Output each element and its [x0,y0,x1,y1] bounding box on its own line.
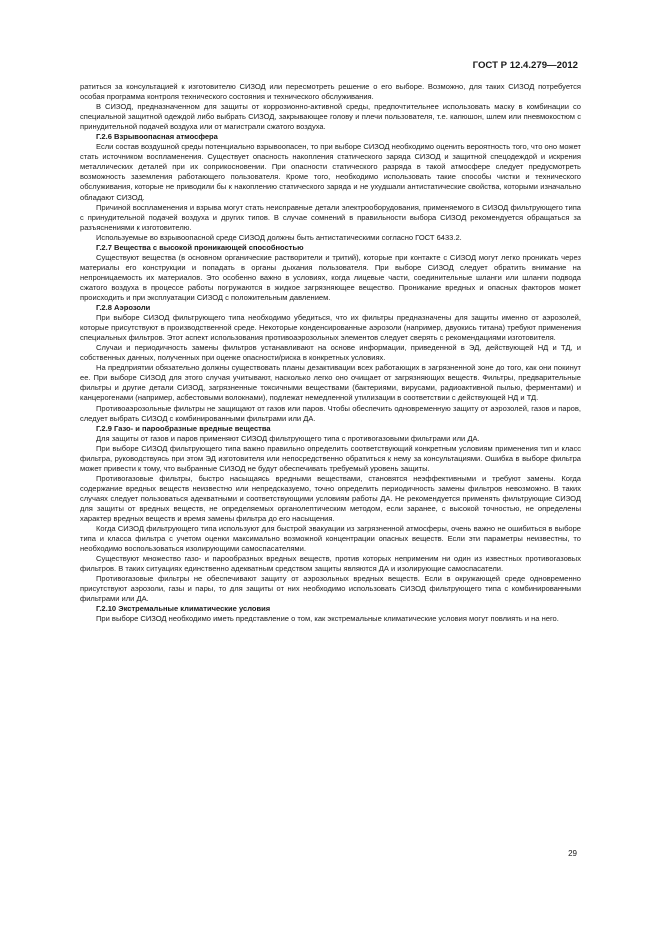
section-heading: Г.2.7 Вещества с высокой проникающей способностью [96,242,304,252]
paragraph: Существуют вещества (в основном органические растворители и тритий), которые при контакте с СИЗОД могут легко проникать через материалы его конструкции и попадать в органы дыхания пользователя. При выборе СИЗОД следует обратить внимание на непроницаемость их материалов. Это особенно важно в условиях, когда лицевые части, соединительные шланги или шланги подвода сжатого воздуха в процессе работы погружаются в жидкое загрязняющее вещество. Проникание вредных и опасных факторов может происходить и при эксплуатации СИЗОД с положительным давлением. [80,252,581,302]
document-body [80,82,581,625]
paragraph: Противогазовые фильтры не обеспечивают защиту от аэрозольных вредных веществ. Если в окружающей среде одновременно присутствуют аэрозоли, газы и пары, то для защиты от них необходимо использовать СИЗОД фильтрующего типа с комбинированными фильтрами или ДА. [80,574,581,604]
paragraph: Для защиты от газов и паров применяют СИЗОД фильтрующего типа с противогазовыми фильтрами или ДА. [96,433,480,443]
section-heading: Г.2.9 Газо- и парообразные вредные вещества [96,423,271,433]
paragraph: Противоаэрозольные фильтры не защищают от газов или паров. Чтобы обеспечить одновременную защиту от аэрозолей, газов и паров, следует выбрать СИЗОД с комбинированными фильтрами или ДА. [80,403,581,423]
paragraph: ратиться за консультацией к изготовителю СИЗОД или пересмотреть решение о его выборе. Возможно, для таких СИЗОД потребуется особая программа контроля технического состояния и технического обслуживания. [80,82,581,102]
section-heading: Г.2.6 Взрывоопасная атмосфера [96,132,218,142]
paragraph: При выборе СИЗОД фильтрующего типа важно правильно определить соответствующий конкретным условиям применения тип и класс фильтра, руководствуясь при этом ЭД изготовителя или непосредственно обратиться к нему за консультациями. Ошибка в выборе фильтра может привести к тому, что выбранные СИЗОД не будут обеспечивать требуемый уровень защиты. [80,443,581,473]
paragraph: Когда СИЗОД фильтрующего типа используют для быстрой эвакуации из загрязненной атмосферы, очень важно не ошибиться в выборе типа и класса фильтра с учетом оценки максимально возможной концентрации опасных веществ. Если эти параметры неизвестны, то необходимо воспользоваться изолирующими самоспасателями. [80,524,581,554]
paragraph: При выборе СИЗОД необходимо иметь представление о том, как экстремальные климатические условия могут повлиять и на него. [96,614,559,624]
paragraph: Существуют множество газо- и парообразных вредных веществ, против которых неприменим ни один из известных противогазовых фильтров. В таких ситуациях единственно адекватным средством защиты являются ДА и изолирующие самоспасатели. [80,554,581,574]
paragraph: При выборе СИЗОД фильтрующего типа необходимо убедиться, что их фильтры предназначены для защиты именно от аэрозолей, которые присутствуют в производственной среде. Некоторые конденсированные аэрозоли (например, двуокись титана) требуют применения специальных фильтров. Этот аспект использования противоаэрозольных элементов следует сверять с рекомендациями изготовителя. [80,313,581,343]
paragraph: На предприятии обязательно должны существовать планы дезактивации всех работающих в загрязненной зоне до того, как они покинут ее. При выборе СИЗОД для этого случая учитывают, насколько легко оно очищает от загрязняющих веществ. Фильтры, предварительные фильтры и другие детали СИЗОД, загрязненные токсичными веществами (бактериями, вирусами, радиоактивной пылью, ферментами) и канцерогенами (например, асбестовыми волокнами), подлежат немедленной утилизации в соответствии с действующей НД и ТД. [80,363,581,403]
document-header: ГОСТ Р 12.4.279—2012 [472,60,578,71]
paragraph: Случаи и периодичность замены фильтров устанавливают на основе информации, приведенной в ЭД, действующей НД и ТД, и собственных данных, полученных при оценке опасности/риска в конкретных условиях. [80,343,581,363]
paragraph: Противогазовые фильтры, быстро насыщаясь вредными веществами, становятся неэффективными и требуют замены. Когда содержание вредных веществ неизвестно или непредсказуемо, точно определить периодичность замены фильтров невозможно. В таких случаях следует пользоваться адекватными и соответствующими условиям работы ДА. Не рекомендуется применять фильтрующие СИЗОД для защиты от вредных веществ, не определяемых органолептическим методом, если заранее, с высокой точностью, не определены характер вредных веществ и время замены фильтра до его насыщения. [80,473,581,524]
paragraph: Если состав воздушной среды потенциально взрывоопасен, то при выборе СИЗОД необходимо оценить вероятность того, что оно может стать источником воспламенения. Существует опасность накопления статического заряда СИЗОД и защитной спецодеждой и искрения металлических деталей при их соприкосновении. При опасности статического разряда в такой атмосфере следует предусмотреть возможность заземления работающего пользователя. Кроме того, необходимо использовать такие способы чистки и технического обслуживания, которые не приводили бы к накоплению статического заряда и не ухудшали антистатические свойства, которыми изначально обладают СИЗОД. [80,142,581,202]
section-heading: Г.2.10 Экстремальные климатические условия [96,604,271,614]
section-heading: Г.2.8 Аэрозоли [96,303,151,313]
paragraph: Причиной воспламенения и взрыва могут стать неисправные детали электрооборудования, применяемого в СИЗОД фильтрующего типа с принудительной подачей воздуха и других типов. В случае сомнений в правильности выбора СИЗОД рекомендуется обращаться за разъяснениями к изготовителю. [80,202,581,232]
paragraph: В СИЗОД, предназначенном для защиты от коррозионно-активной среды, предпочтительнее использовать маску в комбинации со специальной защитной одеждой либо выбрать СИЗОД, закрывающее голову и плечи пользователя, т.е. капюшон, шлем или пневмокостюм с принудительной подачей воздуха или от магистрали сжатого воздуха. [80,102,581,132]
paragraph: Используемые во взрывоопасной среде СИЗОД должны быть антистатическими согласно ГОСТ 6433.2. [96,232,462,242]
page-number: 29 [568,849,577,858]
